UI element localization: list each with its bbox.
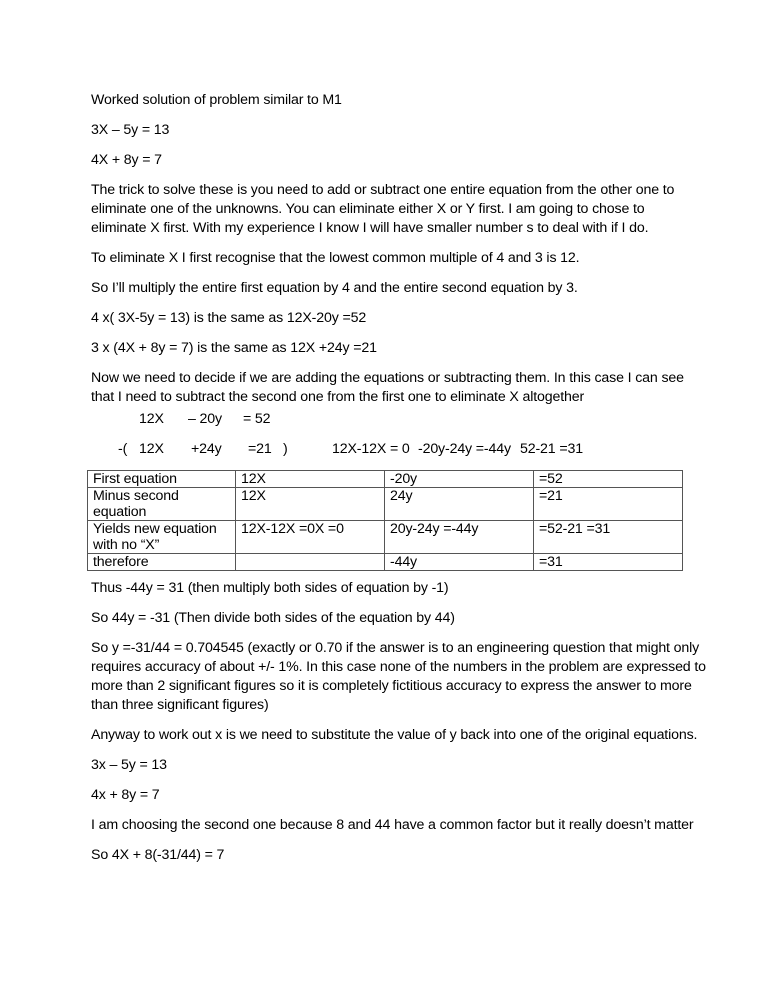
table-cell: 12X (236, 471, 385, 488)
scaled-equation-1: 4 x( 3X-5y = 13) is the same as 12X-20y =52 (91, 310, 367, 326)
table-cell: Yields new equation with no “X” (88, 521, 236, 554)
document-title: Worked solution of problem similar to M1 (91, 92, 342, 108)
table-cell: -44y (385, 554, 534, 571)
table-cell: =52 (534, 471, 683, 488)
table-cell: therefore (88, 554, 236, 571)
sub-row2-close: ) (283, 441, 288, 457)
table-cell: 20y-24y =-44y (385, 521, 534, 554)
intro-line-3: eliminate X first. With my experience I know I will have smaller number s to deal with if I do. (91, 220, 649, 236)
table-row (88, 471, 683, 488)
y-line-1: So y =-31/44 = 0.704545 (exactly or 0.70 if the answer is to an engineering question that might only (91, 640, 700, 656)
sub-x-result: 12X-12X = 0 (332, 441, 410, 457)
y-line-4: than three significant figures) (91, 697, 269, 713)
sub-rhs-result: 52-21 =31 (520, 441, 583, 457)
equation-2: 4X + 8y = 7 (91, 152, 162, 168)
table-cell: -20y (385, 471, 534, 488)
sub-row1-rhs: = 52 (243, 411, 271, 427)
table-cell: 12X (236, 488, 385, 521)
lower-equation-1: 3x – 5y = 13 (91, 757, 167, 773)
sub-row2-rhs: =21 (248, 441, 272, 457)
lcm-line: To eliminate X I first recognise that the lowest common multiple of 4 and 3 is 12. (91, 250, 580, 266)
anyway-line: Anyway to work out x is we need to substitute the value of y back into one of the original equations. (91, 727, 698, 743)
decide-line-1: Now we need to decide if we are adding the equations or subtracting them. In this case I can see (91, 370, 684, 386)
scaled-equation-2: 3 x (4X + 8y = 7) is the same as 12X +24y =21 (91, 340, 377, 356)
table-cell: Minus second equation (88, 488, 236, 521)
so-line: So 44y = -31 (Then divide both sides of the equation by 44) (91, 610, 455, 626)
table-cell: =21 (534, 488, 683, 521)
sub-row2-x: 12X (139, 441, 164, 457)
multiply-line: So I’ll multiply the entire first equation by 4 and the entire second equation by 3. (91, 280, 578, 296)
sub-row1-x: 12X (139, 411, 164, 427)
choosing-line: I am choosing the second one because 8 and 44 have a common factor but it really doesn’t matter (91, 817, 694, 833)
intro-line-2: eliminate one of the unknowns. You can eliminate either X or Y first. I am going to chose to (91, 201, 645, 217)
decide-line-2: that I need to subtract the second one from the first one to eliminate X altogether (91, 389, 585, 405)
y-line-2: requires accuracy of about +/- 1%. In this case none of the numbers in the problem are expressed to (91, 659, 706, 675)
work-table (87, 470, 683, 571)
table-cell: 24y (385, 488, 534, 521)
table-row (88, 488, 683, 521)
table-cell: =52-21 =31 (534, 521, 683, 554)
sub-row1-y: – 20y (188, 411, 222, 427)
table-row (88, 554, 683, 571)
intro-line-1: The trick to solve these is you need to add or subtract one entire equation from the other one to (91, 182, 675, 198)
lower-equation-2: 4x + 8y = 7 (91, 787, 160, 803)
y-line-3: more than 2 significant figures so it is completely fictitious accuracy to express the answer to more (91, 678, 692, 694)
table-cell: First equation (88, 471, 236, 488)
table-row (88, 521, 683, 554)
sub-y-result: -20y-24y =-44y (418, 441, 511, 457)
thus-line: Thus -44y = 31 (then multiply both sides of equation by -1) (91, 580, 449, 596)
table-cell: =31 (534, 554, 683, 571)
equation-1: 3X – 5y = 13 (91, 122, 170, 138)
sub-row2-open: -( (118, 441, 128, 457)
substitution-line: So 4X + 8(-31/44) = 7 (91, 847, 225, 863)
table-cell (236, 554, 385, 571)
table-cell: 12X-12X =0X =0 (236, 521, 385, 554)
sub-row2-y: +24y (191, 441, 222, 457)
